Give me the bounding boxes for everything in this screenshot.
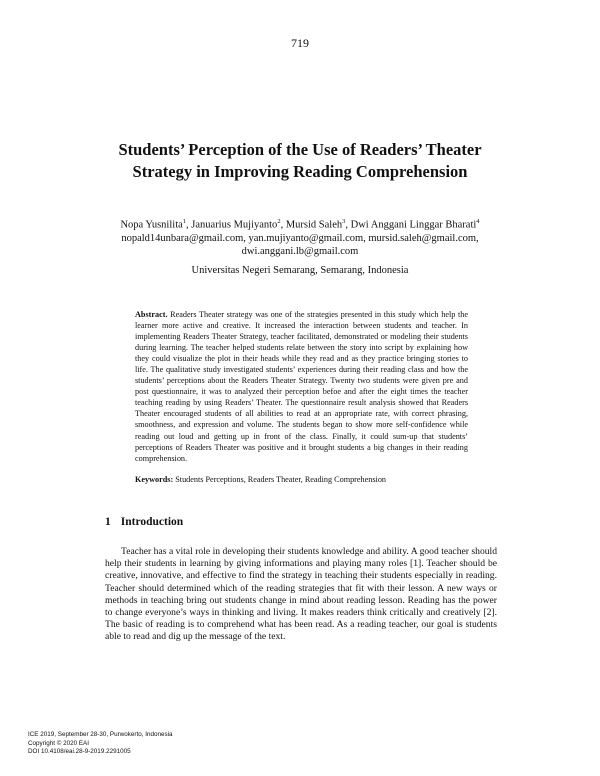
- section-number: 1: [105, 516, 111, 528]
- abstract-text: Readers Theater strategy was one of the strategies presented in this study which help the learner more active and creative. It increased the interaction between students and teacher. In implementing Readers Theater Strategy, teacher facilitated, demonstrated or modeling their students during learning. The teacher helped students relate between the story into script by explaining how they could visualize the plot in their heads while they read and as they practice bringing stories to life. The qualitative study investigated students’ experiences during their reading class and how the students’ perceptions about the Readers Theater Strategy. Twenty two students were given pre and post questionnaire, it was to analyzed their perception befoe and after the eight times the teacher teaching reading by using Readers’ Theater. The questionnaire result analysis showed that Readers Theater encouraged students of all abilities to read at an appropriate rate, with correct phrasing, smoothness, and expression and volume. The students began to show more self-confidence while reading out loud and getting up in front of the class. Finally, it could sum-up that students’ perceptions of Readers Theater was positive and it brought students a big changes in their reading comprehension.: [135, 310, 469, 463]
- section-title: Introduction: [120, 516, 184, 528]
- author-affiliation-mark: 4: [476, 218, 480, 225]
- author-block: [70, 215, 530, 258]
- page-footer: [28, 731, 328, 757]
- paper-title: Students’ Perception of the Use of Readers’ Theater Strategy in Improving Reading Comprehension: [118, 140, 482, 181]
- author-names: [70, 215, 530, 232]
- affiliation: Universitas Negeri Semarang, Semarang, Indonesia: [191, 265, 409, 276]
- keywords: [135, 474, 468, 485]
- section-heading: [105, 516, 505, 528]
- intro-paragraph: Teacher has a vital role in developing their students knowledge and ability. A good teacher should help their students in learning by giving informations and playing many roles [1]. Teacher should be creative, innovative, and effective to find the strategy in teaching their students especially in reading. Teacher should determined which of the reading strategies that fit with their lesson. A new ways or methods in teaching bring out students change in mind about reading lesson. Reading has the power to change everyone’s ways in thinking and living. It makes readers think critically and creatively [2]. The basic of reading is to comprehend what has been read. As a reading teacher, our goal is students able to read and dig up the message of the text.: [105, 546, 497, 643]
- footer-conference: ICE 2019, September 28-30, Purwokerto, Indonesia: [28, 731, 173, 738]
- keywords-label: Keywords:: [135, 475, 174, 484]
- author-name: Nopa Yusnilita: [120, 219, 183, 231]
- footer-doi: DOI 10.4108/eai.28-9-2019.2291005: [28, 748, 131, 756]
- keywords-text: Students Perceptions, Readers Theater, Reading Comprehension: [175, 475, 387, 484]
- abstract-label: Abstract.: [135, 310, 168, 319]
- author-name: , Januarius Mujiyanto: [186, 219, 278, 231]
- author-affiliation-mark: 2: [277, 218, 281, 225]
- author-affiliation-mark: 1: [182, 218, 187, 225]
- page-number: 719: [291, 36, 309, 50]
- author-name: , Mursid Saleh: [280, 219, 343, 231]
- author-affiliation-mark: 3: [342, 218, 346, 225]
- author-name: , Dwi Anggani Linggar Bharati: [345, 219, 477, 231]
- footer-copyright: Copyright © 2020 EAI: [28, 739, 89, 747]
- abstract: [135, 309, 468, 464]
- author-emails-line1: nopald14unbara@gmail.com, yan.mujiyanto@gmail.com, mursid.saleh@gmail.com,: [121, 232, 479, 244]
- author-emails-line2: dwi.anggani.lb@gmail.com: [241, 245, 359, 257]
